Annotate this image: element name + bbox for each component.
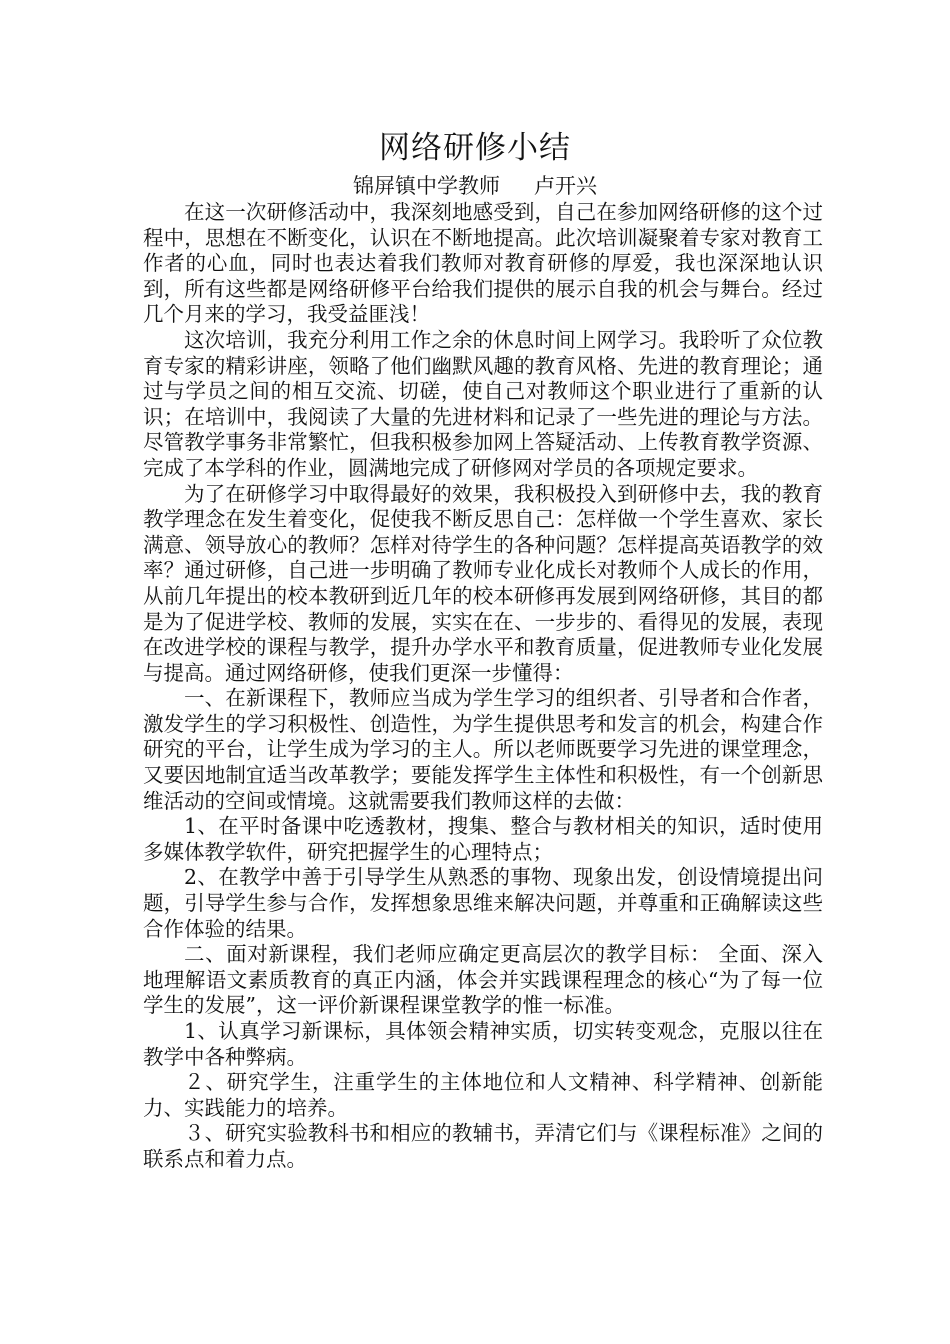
paragraph: ３、研究实验教科书和相应的教辅书，弄清它们与《课程标准》之间的联系点和着力点。 (143, 1121, 823, 1171)
paragraph: 1、认真学习新课标，具体领会精神实质，切实转变观念，克服以往在教学中各种弊病。 (143, 1019, 823, 1069)
paragraph: 在这一次研修活动中，我深刻地感受到，自己在参加网络研修的这个过程中，思想在不断变化，认识在不断地提高。此次培训凝聚着专家对教育工作者的心血，同时也表达着我们教师对教育研修的厚爱，我也深深地认识到，所有这些都是网络研修平台给我们提供的展示自我的机会与舞台。经过几个月来的学习，我受益匪浅！ (143, 200, 823, 327)
document-body (143, 200, 823, 1173)
paragraph: 2、在教学中善于引导学生从熟悉的事物、现象出发，创设情境提出问题，引导学生参与合作，发挥想象思维来解决问题，并尊重和正确解读这些合作体验的结果。 (143, 865, 823, 941)
paragraph: 1、在平时备课中吃透教材，搜集、整合与教材相关的知识，适时使用多媒体教学软件，研究把握学生的心理特点； (143, 814, 823, 864)
paragraph: 这次培训，我充分利用工作之余的休息时间上网学习。我聆听了众位教育专家的精彩讲座，领略了他们幽默风趣的教育风格、先进的教育理论；通过与学员之间的相互交流、切磋，使自己对教师这个职业进行了重新的认识；在培训中，我阅读了大量的先进材料和记录了一些先进的理论与方法。尽管教学事务非常繁忙，但我积极参加网上答疑活动、上传教育教学资源、完成了本学科的作业，圆满地完成了研修网对学员的各项规定要求。 (143, 327, 823, 480)
paragraph: 一、在新课程下，教师应当成为学生学习的组织者、引导者和合作者，激发学生的学习积极性、创造性，为学生提供思考和发言的机会，构建合作研究的平台，让学生成为学习的主人。所以老师既要学习先进的课堂理念，又要因地制宜适当改革教学；要能发挥学生主体性和积极性，有一个创新思维活动的空间或情境。这就需要我们教师这样的去做： (143, 686, 823, 813)
paragraph: 为了在研修学习中取得最好的效果，我积极投入到研修中去，我的教育教学理念在发生着变化，促使我不断反思自己：怎样做一个学生喜欢、家长满意、领导放心的教师？怎样对待学生的各种问题？怎样提高英语教学的效率？通过研修，自己进一步明确了教师专业化成长对教师个人成长的作用，从前几年提出的校本教研到近几年的校本研修再发展到网络研修，其目的都是为了促进学校、教师的发展，实实在在、一步步的、看得见的发展，表现在改进学校的课程与教学，提升办学水平和教育质量，促进教师专业化发展与提高。通过网络研修，使我们更深一步懂得： (143, 481, 823, 685)
paragraph: ２、研究学生，注重学生的主体地位和人文精神、科学精神、创新能力、实践能力的培养。 (143, 1070, 823, 1120)
paragraph: 二、面对新课程，我们老师应确定更高层次的教学目标： 全面、深入地理解语文素质教育的真正内涵，体会并实践课程理念的核心“为了每一位学生的发展”，这一评价新课程课堂教学的惟一标准。 (143, 942, 823, 1018)
byline (0, 173, 950, 199)
author-name: 卢开兴 (534, 174, 597, 198)
author-affiliation: 锦屏镇中学教师 (353, 174, 500, 198)
document-title: 网络研修小结 (379, 130, 571, 166)
